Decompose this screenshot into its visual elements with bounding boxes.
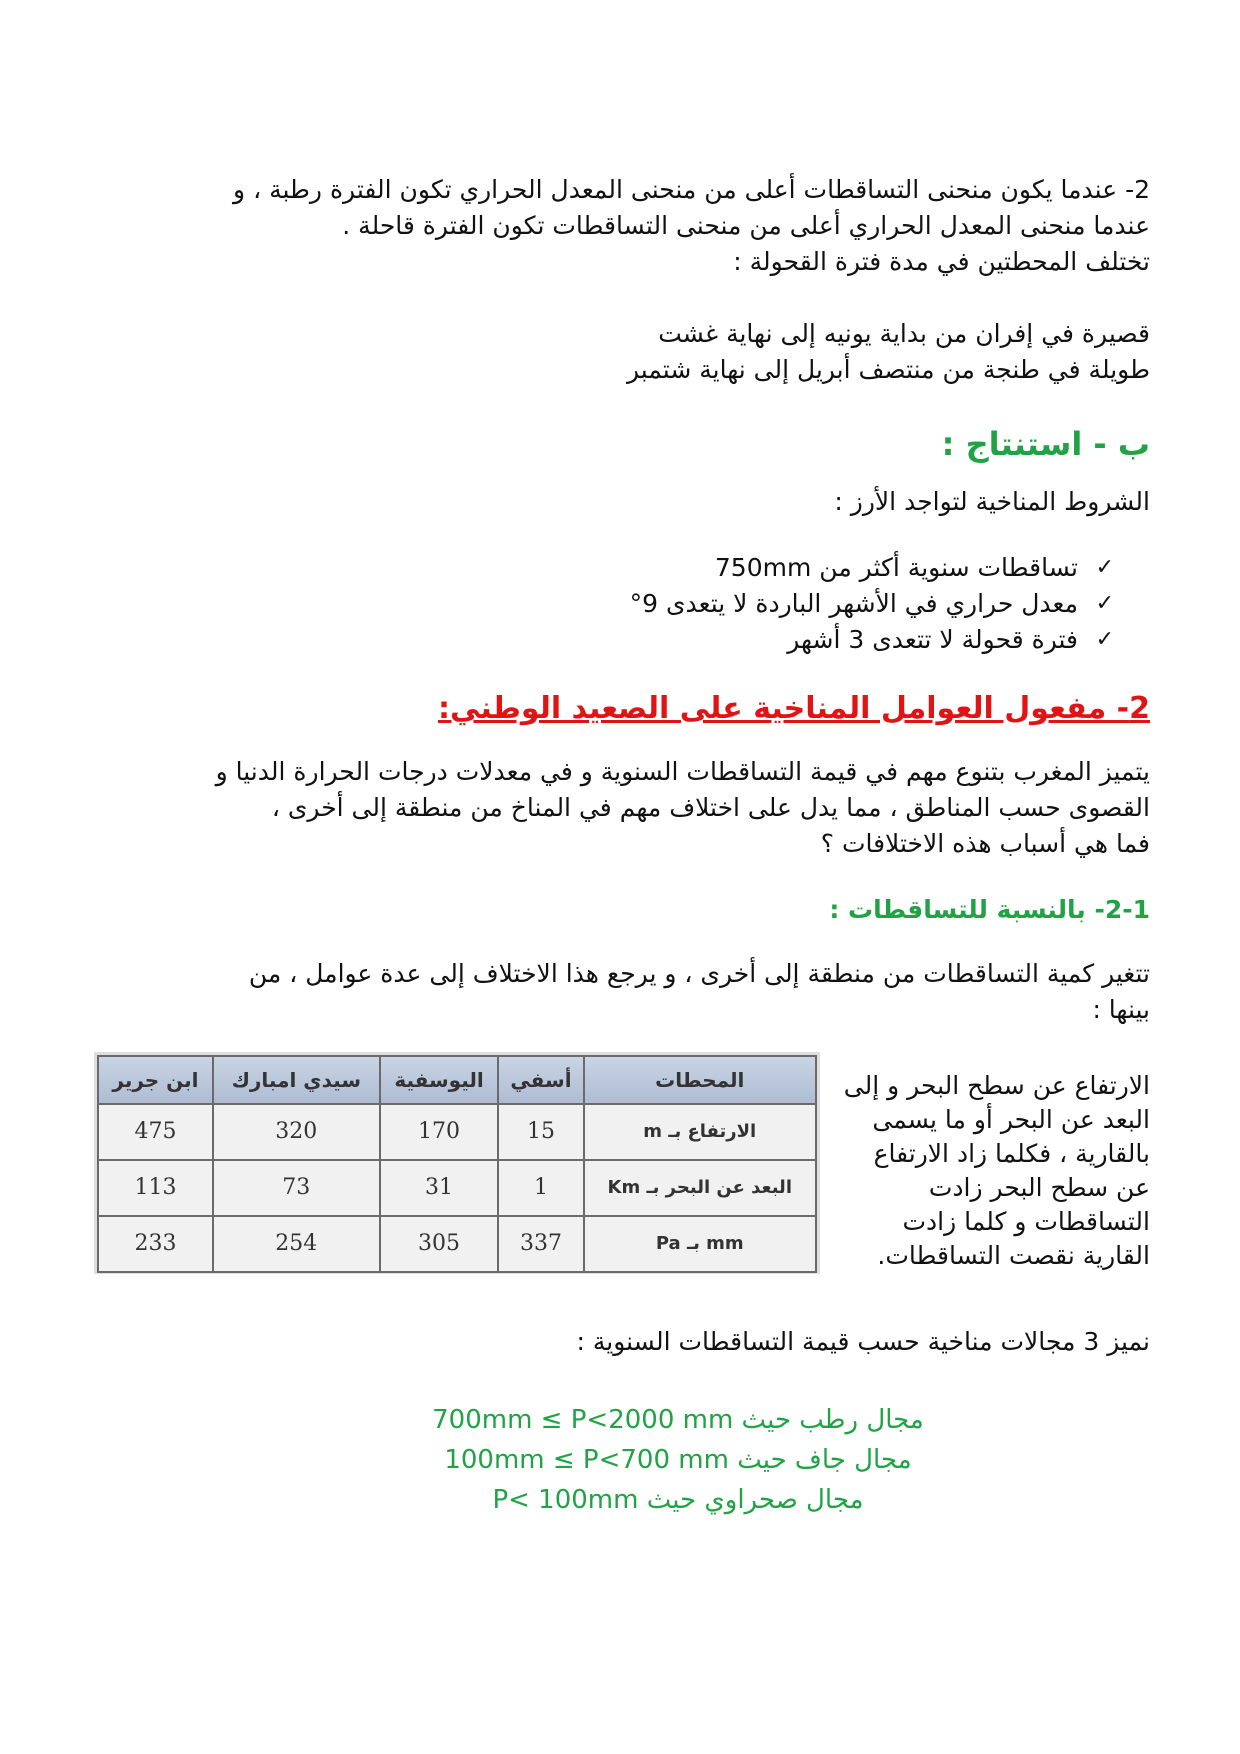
table-header-cell: المحطات [584, 1056, 816, 1104]
stations-table-figure [94, 1052, 820, 1274]
section-2-1-line-1: تتغير كمية التساقطات من منطقة إلى أخرى ، و يرجع هذا الاختلاف إلى عدة عوامل ، من [248, 959, 1150, 988]
drought-tangier: طويلة في طنجة من منتصف أبريل إلى نهاية شتمبر [627, 355, 1150, 384]
document-page [96, 172, 1150, 1520]
checkmark-icon: ✓ [1095, 627, 1114, 652]
table-cell: 170 [380, 1104, 499, 1160]
table-cell: 1 [498, 1160, 583, 1216]
condition-text: فترة قحولة لا تتعدى 3 أشهر [787, 625, 1078, 654]
table-cell: 15 [498, 1104, 583, 1160]
checkmark-icon: ✓ [1095, 555, 1114, 580]
stations-table [97, 1055, 817, 1273]
climate-zones [96, 1400, 1150, 1520]
table-cell: 233 [98, 1216, 213, 1272]
table-section [96, 1044, 1150, 1324]
section-2-line-1: يتميز المغرب بتنوع مهم في قيمة التساقطات السنوية و في معدلات درجات الحرارة الدنيا و [215, 757, 1150, 786]
intro-line-1: 2- عندما يكون منحنى التساقطات أعلى من منحنى المعدل الحراري تكون الفترة رطبة ، و [233, 175, 1150, 204]
intro-line-2: عندما منحنى المعدل الحراري أعلى من منحنى التساقطات تكون الفترة قاحلة . [342, 211, 1150, 240]
conditions-list [96, 550, 1150, 658]
conclusion-intro: الشروط المناخية لتواجد الأرز : [834, 487, 1150, 516]
table-header-cell: ابن جرير [98, 1056, 213, 1104]
drought-ifrane: قصيرة في إفران من بداية يونيه إلى نهاية غشت [658, 319, 1150, 348]
section-2-1-heading: 2-1- بالنسبة للتساقطات : [829, 895, 1150, 924]
table-cell: 113 [98, 1160, 213, 1216]
zones-intro: نميز 3 مجالات مناخية حسب قيمة التساقطات السنوية : [576, 1327, 1150, 1356]
section-2-line-2: القصوى حسب المناطق ، مما يدل على اختلاف مهم في المناخ من منطقة إلى أخرى ، [271, 793, 1150, 822]
table-header-cell: سيدي امبارك [213, 1056, 380, 1104]
condition-text: تساقطات سنوية أكثر من 750mm [714, 553, 1078, 582]
checkmark-icon: ✓ [1095, 591, 1114, 616]
conclusion-heading: ب - استنتاج : [941, 425, 1150, 463]
table-cell: 73 [213, 1160, 380, 1216]
table-cell: 320 [213, 1104, 380, 1160]
table-cell: 305 [380, 1216, 499, 1272]
table-header-cell: اليوسفية [380, 1056, 499, 1104]
table-cell: 31 [380, 1160, 499, 1216]
intro-line-3: تختلف المحطتين في مدة فترة القحولة : [733, 247, 1150, 276]
table-header-cell: أسفي [498, 1056, 583, 1104]
table-header-row [98, 1056, 816, 1104]
zone-desert: مجال صحراوي حيث P< 100mm [492, 1485, 864, 1515]
section-2-heading: 2- مفعول العوامل المناخية على الصعيد الوطني: [437, 691, 1150, 726]
row-label: mm بـ Pa [584, 1216, 816, 1272]
condition-item [96, 622, 1114, 658]
zone-arid: مجال جاف حيث 100mm ≤ P<700 mm [444, 1445, 912, 1475]
condition-text: معدل حراري في الأشهر الباردة لا يتعدى 9° [629, 589, 1078, 618]
table-cell: 254 [213, 1216, 380, 1272]
row-label: البعد عن البحر بـ Km [584, 1160, 816, 1216]
table-cell: 475 [98, 1104, 213, 1160]
row-label: الارتفاع بـ m [584, 1104, 816, 1160]
condition-item [96, 550, 1114, 586]
table-row [98, 1160, 816, 1216]
altitude-explanation: الارتفاع عن سطح البحر و إلى البعد عن البحر أو ما يسمى بالقارية ، فكلما زاد الارتفاع عن سطح البحر زادت التساقطات و كلما زادت القارية نقصت التساقطات. [843, 1071, 1150, 1270]
table-row [98, 1216, 816, 1272]
section-2-line-3: فما هي أسباب هذه الاختلافات ؟ [820, 829, 1150, 858]
table-cell: 337 [498, 1216, 583, 1272]
zone-humid: مجال رطب حيث 700mm ≤ P<2000 mm [432, 1405, 924, 1435]
condition-item [96, 586, 1114, 622]
section-2-1-line-2: بينها : [1092, 995, 1150, 1024]
table-row [98, 1104, 816, 1160]
